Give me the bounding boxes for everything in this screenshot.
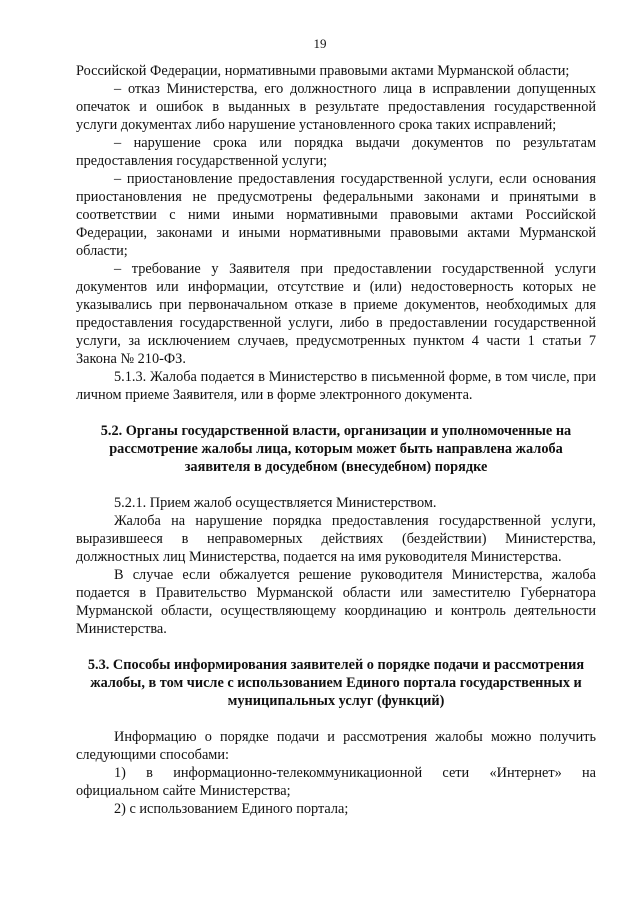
section-heading-5-3: 5.3. Способы информирования заявителей о порядке подачи и рассмотрения жалобы, в том числе с использованием Единого портала государственных и муниципальных услуг (функций): [87, 657, 585, 709]
spacer: [76, 638, 596, 656]
page-number: 19: [313, 36, 327, 51]
paragraph-info-methods: Информацию о порядке подачи и рассмотрения жалобы можно получить следующими способами:: [76, 729, 596, 763]
list-item-internet: 1) в информационно-телекоммуникационной сети «Интернет» на официальном сайте Министерства;: [76, 765, 596, 799]
list-item-suspension: – приостановление предоставления государственной услуги, если основания приостановления не предусмотрены федеральными законами и принятыми в соответствии с ними иными нормативными правовыми актами Российской Федерации, законами и иными нормативными правовыми актами Мурманской области;: [76, 171, 596, 259]
paragraph-complaint-address: Жалоба на нарушение порядка предоставления государственной услуги, выразившееся в неправомерных действиях (бездействии) Министерства, должностных лиц Министерства, подается на имя руководителя Министерства.: [76, 513, 596, 565]
list-item-document-requirement: – требование у Заявителя при предоставлении государственной услуги документов или информации, отсутствие и (или) недостоверность которых не указывались при первоначальном отказе в приеме документов, необходимых для предоставления государственной услуги, либо в предоставлении государственной услуги, за исключением случаев, предусмотренных пунктом 4 части 1 статьи 7 Закона № 210-ФЗ.: [76, 261, 596, 367]
paragraph-continuation: Российской Федерации, нормативными правовыми актами Мурманской области;: [76, 63, 570, 79]
section-heading-5-2: 5.2. Органы государственной власти, организации и уполномоченные на рассмотрение жалобы лица, которым может быть направлена жалоба заявителя в досудебном (внесудебном) порядке: [100, 423, 572, 475]
paragraph-5-2-1: 5.2.1. Прием жалоб осуществляется Министерством.: [114, 495, 437, 511]
paragraph-5-1-3: 5.1.3. Жалоба подается в Министерство в письменной форме, в том числе, при личном приеме Заявителя, или в форме электронного документа.: [76, 369, 596, 403]
spacer: [76, 710, 596, 728]
list-item-correction-refusal: – отказ Министерства, его должностного лица в исправлении допущенных опечаток и ошибок в выданных в результате предоставления государственной услуги документах либо нарушение установленного срока таких исправлений;: [76, 81, 596, 133]
document-body: [76, 62, 596, 818]
spacer: [76, 476, 596, 494]
list-item-portal: 2) с использованием Единого портала;: [114, 801, 349, 817]
list-item-deadline-violation: – нарушение срока или порядка выдачи документов по результатам предоставления государственной услуги;: [76, 135, 596, 169]
spacer: [76, 404, 596, 422]
paragraph-head-decision: В случае если обжалуется решение руководителя Министерства, жалоба подается в Правительство Мурманской области или заместителю Губернатора Мурманской области, осуществляющему координацию и контроль деятельности Министерства.: [76, 567, 596, 637]
